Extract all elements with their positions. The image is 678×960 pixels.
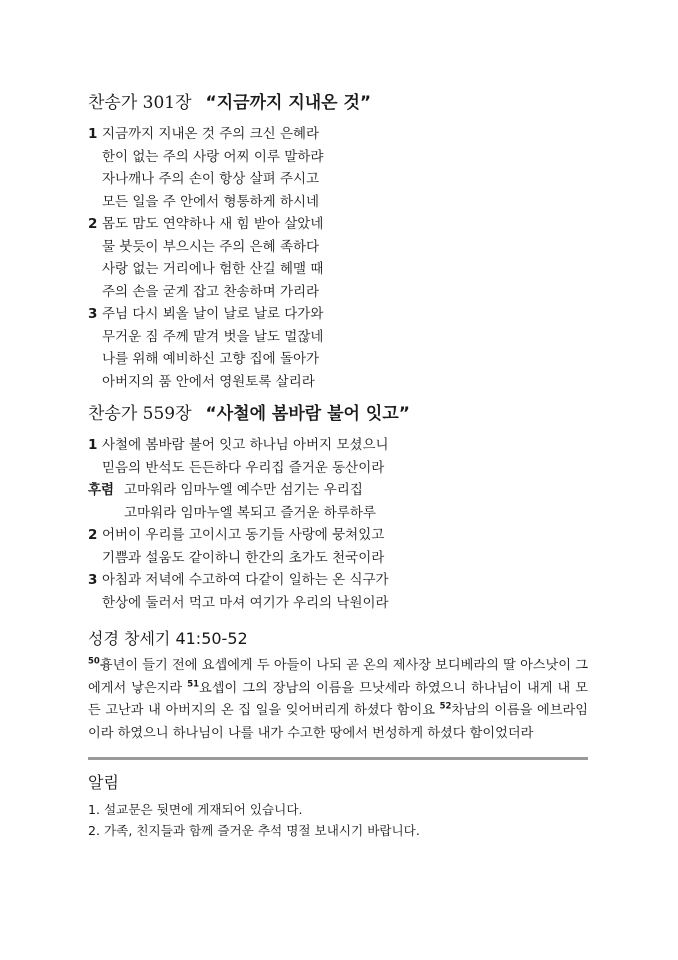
verse-line: 믿음의 반석도 든든하다 우리집 즐거운 동산이라	[102, 459, 385, 476]
verse-line	[88, 303, 588, 326]
section-divider	[88, 757, 588, 760]
hymn-559-title: “사철에 봄바람 불어 잇고”	[205, 404, 410, 424]
lyric-text: 사철에 봄바람 불어 잇고 하나님 아버지 모셨으니	[102, 437, 389, 453]
lyric-text: 지금까지 지내온 것 주의 크신 은혜라	[102, 126, 320, 142]
verse-line	[88, 123, 588, 146]
verse-number: 2	[88, 216, 98, 232]
verse-line	[88, 213, 588, 236]
bible-reading-text	[88, 655, 588, 745]
verse-line: 사랑 없는 거리에나 험한 산길 헤맬 때	[102, 261, 324, 277]
verse-number: 52	[439, 701, 452, 712]
lyric-text: 어버이 우리를 고이시고 동기들 사랑에 뭉쳐있고	[102, 527, 385, 543]
hymn-301-lyrics	[88, 123, 588, 393]
hymn-301-title: “지금까지 지내온 것”	[205, 93, 372, 113]
verse-text: 흉년이 들기 전에 요셉에게 두 아들이 나되 곧 온의 제사장 보디베라의 딸 아스낫이 그에게서 낳은지라	[88, 658, 588, 696]
verse-line: 자나깨나 주의 손이 항상 살펴 주시고	[102, 171, 320, 187]
verse-number: 3	[88, 306, 98, 322]
verse-number: 2	[88, 527, 98, 543]
lyric-text: 주님 다시 뵈올 날이 날로 날로 다가와	[102, 306, 324, 322]
notice-title: 알림	[88, 773, 119, 792]
verse-text: 차남의 이름을 에브라임이라 하였으니 하나님이 나를 내가 수고한 땅에서 번성하게 하셨다 함이었더라	[88, 703, 588, 741]
bible-reading-title: 성경 창세기 41:50-52	[88, 629, 248, 648]
verse-number: 1	[88, 126, 98, 142]
hymn-301-number: 찬송가 301장	[88, 93, 192, 113]
verse-line	[88, 434, 588, 457]
verse-line: 아버지의 품 안에서 영원토록 살리라	[102, 373, 315, 390]
verse-number: 3	[88, 572, 98, 588]
verse-line: 주의 손을 굳게 잡고 찬송하며 가리라	[102, 283, 320, 300]
verse-line: 모든 일을 주 안에서 형통하게 하시네	[102, 193, 320, 210]
lyric-text: 아침과 저녁에 수고하여 다같이 일하는 온 식구가	[102, 572, 389, 588]
lyric-text: 고마워라 임마누엘 예수만 섬기는 우리집	[124, 482, 363, 498]
verse-line	[88, 569, 588, 592]
chorus-label: 후렴	[88, 482, 115, 498]
verse-line: 무거운 짐 주께 맡겨 벗을 날도 멀잖네	[102, 328, 324, 345]
notice-item: 2. 가족, 친지들과 함께 즐거운 추석 명절 보내시기 바랍니다.	[88, 823, 420, 838]
verse-number: 50	[88, 656, 100, 667]
hymn-559-lyrics	[88, 434, 588, 614]
notice-list	[88, 799, 588, 841]
verse-line: 한상에 둘러서 먹고 마셔 여기가 우리의 낙원이라	[102, 594, 389, 611]
verse-line: 한이 없는 주의 사랑 어찌 이루 말하랴	[102, 148, 324, 165]
verse-text: 요셉이 그의 장남의 이름을 므낫세라 하였으니 하나님이 내게 내 모든 고난과 내 아버지의 온 집 일을 잊어버리게 하셨다 함이요	[88, 680, 588, 718]
notice-item: 1. 설교문은 뒷면에 게재되어 있습니다.	[88, 802, 303, 817]
verse-number: 1	[88, 437, 98, 453]
verse-line: 물 붓듯이 부으시는 주의 은혜 족하다	[102, 238, 320, 255]
chorus-line: 고마워라 임마누엘 복되고 즐거운 하루하루	[124, 504, 376, 521]
hymn-559-heading	[88, 399, 588, 424]
lyric-text: 몸도 맘도 연약하나 새 힘 받아 살았네	[102, 216, 324, 232]
verse-number: 51	[187, 679, 200, 690]
hymn-301-heading	[88, 88, 588, 113]
chorus-line	[88, 479, 588, 502]
bulletin-page	[88, 88, 588, 841]
verse-line: 기쁨과 설움도 같이하니 한간의 초가도 천국이라	[102, 549, 385, 566]
verse-line: 나를 위해 예비하신 고향 집에 돌아가	[102, 351, 320, 367]
verse-line	[88, 524, 588, 547]
hymn-559-number: 찬송가 559장	[88, 404, 192, 424]
